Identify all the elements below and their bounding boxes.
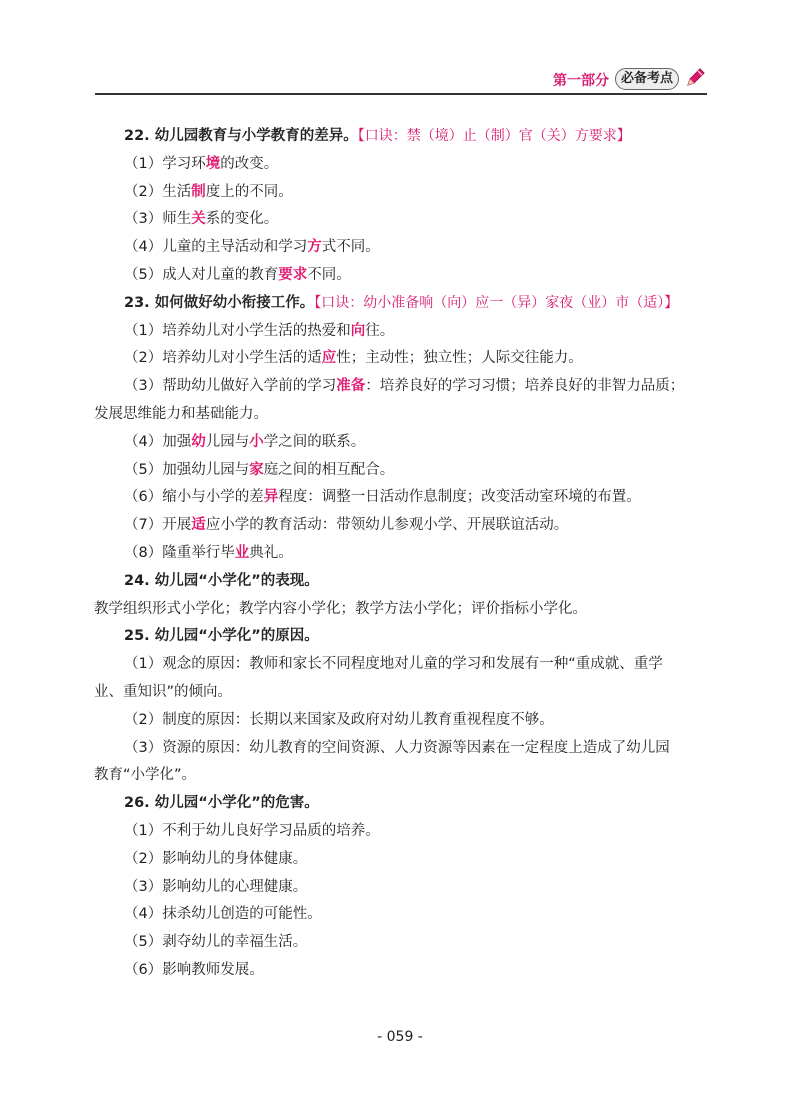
page-content: [94, 123, 710, 985]
q26-item-2: （2）影响幼儿的身体健康。: [124, 850, 308, 867]
q23-item-3-continued: 发展思维能力和基础能力。: [94, 405, 268, 422]
q23-heading: 23. 如何做好幼小衔接工作。【口诀：幼小准备响（向）应一（异）家夜（业）市（适）】: [124, 294, 679, 311]
q23-item-5: （5）加强幼儿园与家庭之间的相互配合。: [124, 461, 395, 478]
q23-item-8: （8）隆重举行毕业典礼。: [124, 544, 293, 561]
q26-item-5: （5）剥夺幼儿的幸福生活。: [124, 934, 308, 951]
q23-item-4: （4）加强幼儿园与小学之间的联系。: [124, 433, 366, 450]
q22-item-3: （3）师生关系的变化。: [124, 211, 279, 228]
q25-item-2: （2）制度的原因：长期以来国家及政府对幼儿教育重视程度不够。: [124, 711, 554, 728]
q25-item-3: （3）资源的原因：幼儿教育的空间资源、人力资源等因素在一定程度上造成了幼儿园: [124, 739, 670, 756]
page-header: [95, 68, 707, 92]
section-title: 第一部分: [553, 73, 609, 89]
pencil-icon: [685, 66, 707, 88]
q22-item-1: （1）学习环境的改变。: [124, 155, 279, 172]
q26-heading: 26. 幼儿园“小学化”的危害。: [124, 795, 319, 812]
q25-item-3-continued: 教育“小学化”。: [94, 767, 197, 784]
q22-item-5: （5）成人对儿童的教育要求不同。: [124, 266, 351, 283]
q25-heading: 25. 幼儿园“小学化”的原因。: [124, 628, 319, 645]
q23-item-1: （1）培养幼儿对小学生活的热爱和向往。: [124, 322, 395, 339]
q22-item-4: （4）儿童的主导活动和学习方式不同。: [124, 239, 380, 256]
q23-item-3: （3）帮助幼儿做好入学前的学习准备：培养良好的学习习惯；培养良好的非智力品质；: [124, 378, 685, 395]
q26-item-4: （4）抹杀幼儿创造的可能性。: [124, 906, 322, 923]
q26-item-6: （6）影响教师发展。: [124, 961, 264, 978]
q22-item-2: （2）生活制度上的不同。: [124, 183, 293, 200]
q24-body: 教学组织形式小学化；教学内容小学化；教学方法小学化；评价指标小学化。: [94, 600, 587, 617]
q22-heading: 22. 幼儿园教育与小学教育的差异。【口诀：禁（境）止（制）官（关）方要求】: [124, 128, 631, 144]
q26-item-1: （1）不利于幼儿良好学习品质的培养。: [124, 822, 380, 839]
q23-item-6: （6）缩小与小学的差异程度：调整一日活动作息制度；改变活动室环境的布置。: [124, 489, 641, 506]
q23-mnemonic: 【口诀：幼小准备响（向）应一（异）家夜（业）市（适）】: [314, 294, 679, 311]
q22-mnemonic: 【口诀：禁（境）止（制）官（关）方要求】: [357, 128, 631, 144]
q24-heading: 24. 幼儿园“小学化”的表现。: [124, 572, 319, 589]
q26-item-3: （3）影响幼儿的心理健康。: [124, 878, 308, 895]
q25-item-1-continued: 业、重知识”的倾向。: [94, 683, 233, 700]
section-badge: 必备考点: [615, 68, 679, 90]
page-number: - 059 -: [377, 1029, 423, 1045]
q23-item-7: （7）开展适应小学的教育活动：带领幼儿参观小学、开展联谊活动。: [124, 517, 569, 534]
header-divider: [95, 93, 707, 95]
q23-item-2: （2）培养幼儿对小学生活的适应性；主动性；独立性；人际交往能力。: [124, 350, 583, 367]
q25-item-1: （1）观念的原因：教师和家长不同程度地对儿童的学习和发展有一种“重成就、重学: [124, 656, 663, 673]
